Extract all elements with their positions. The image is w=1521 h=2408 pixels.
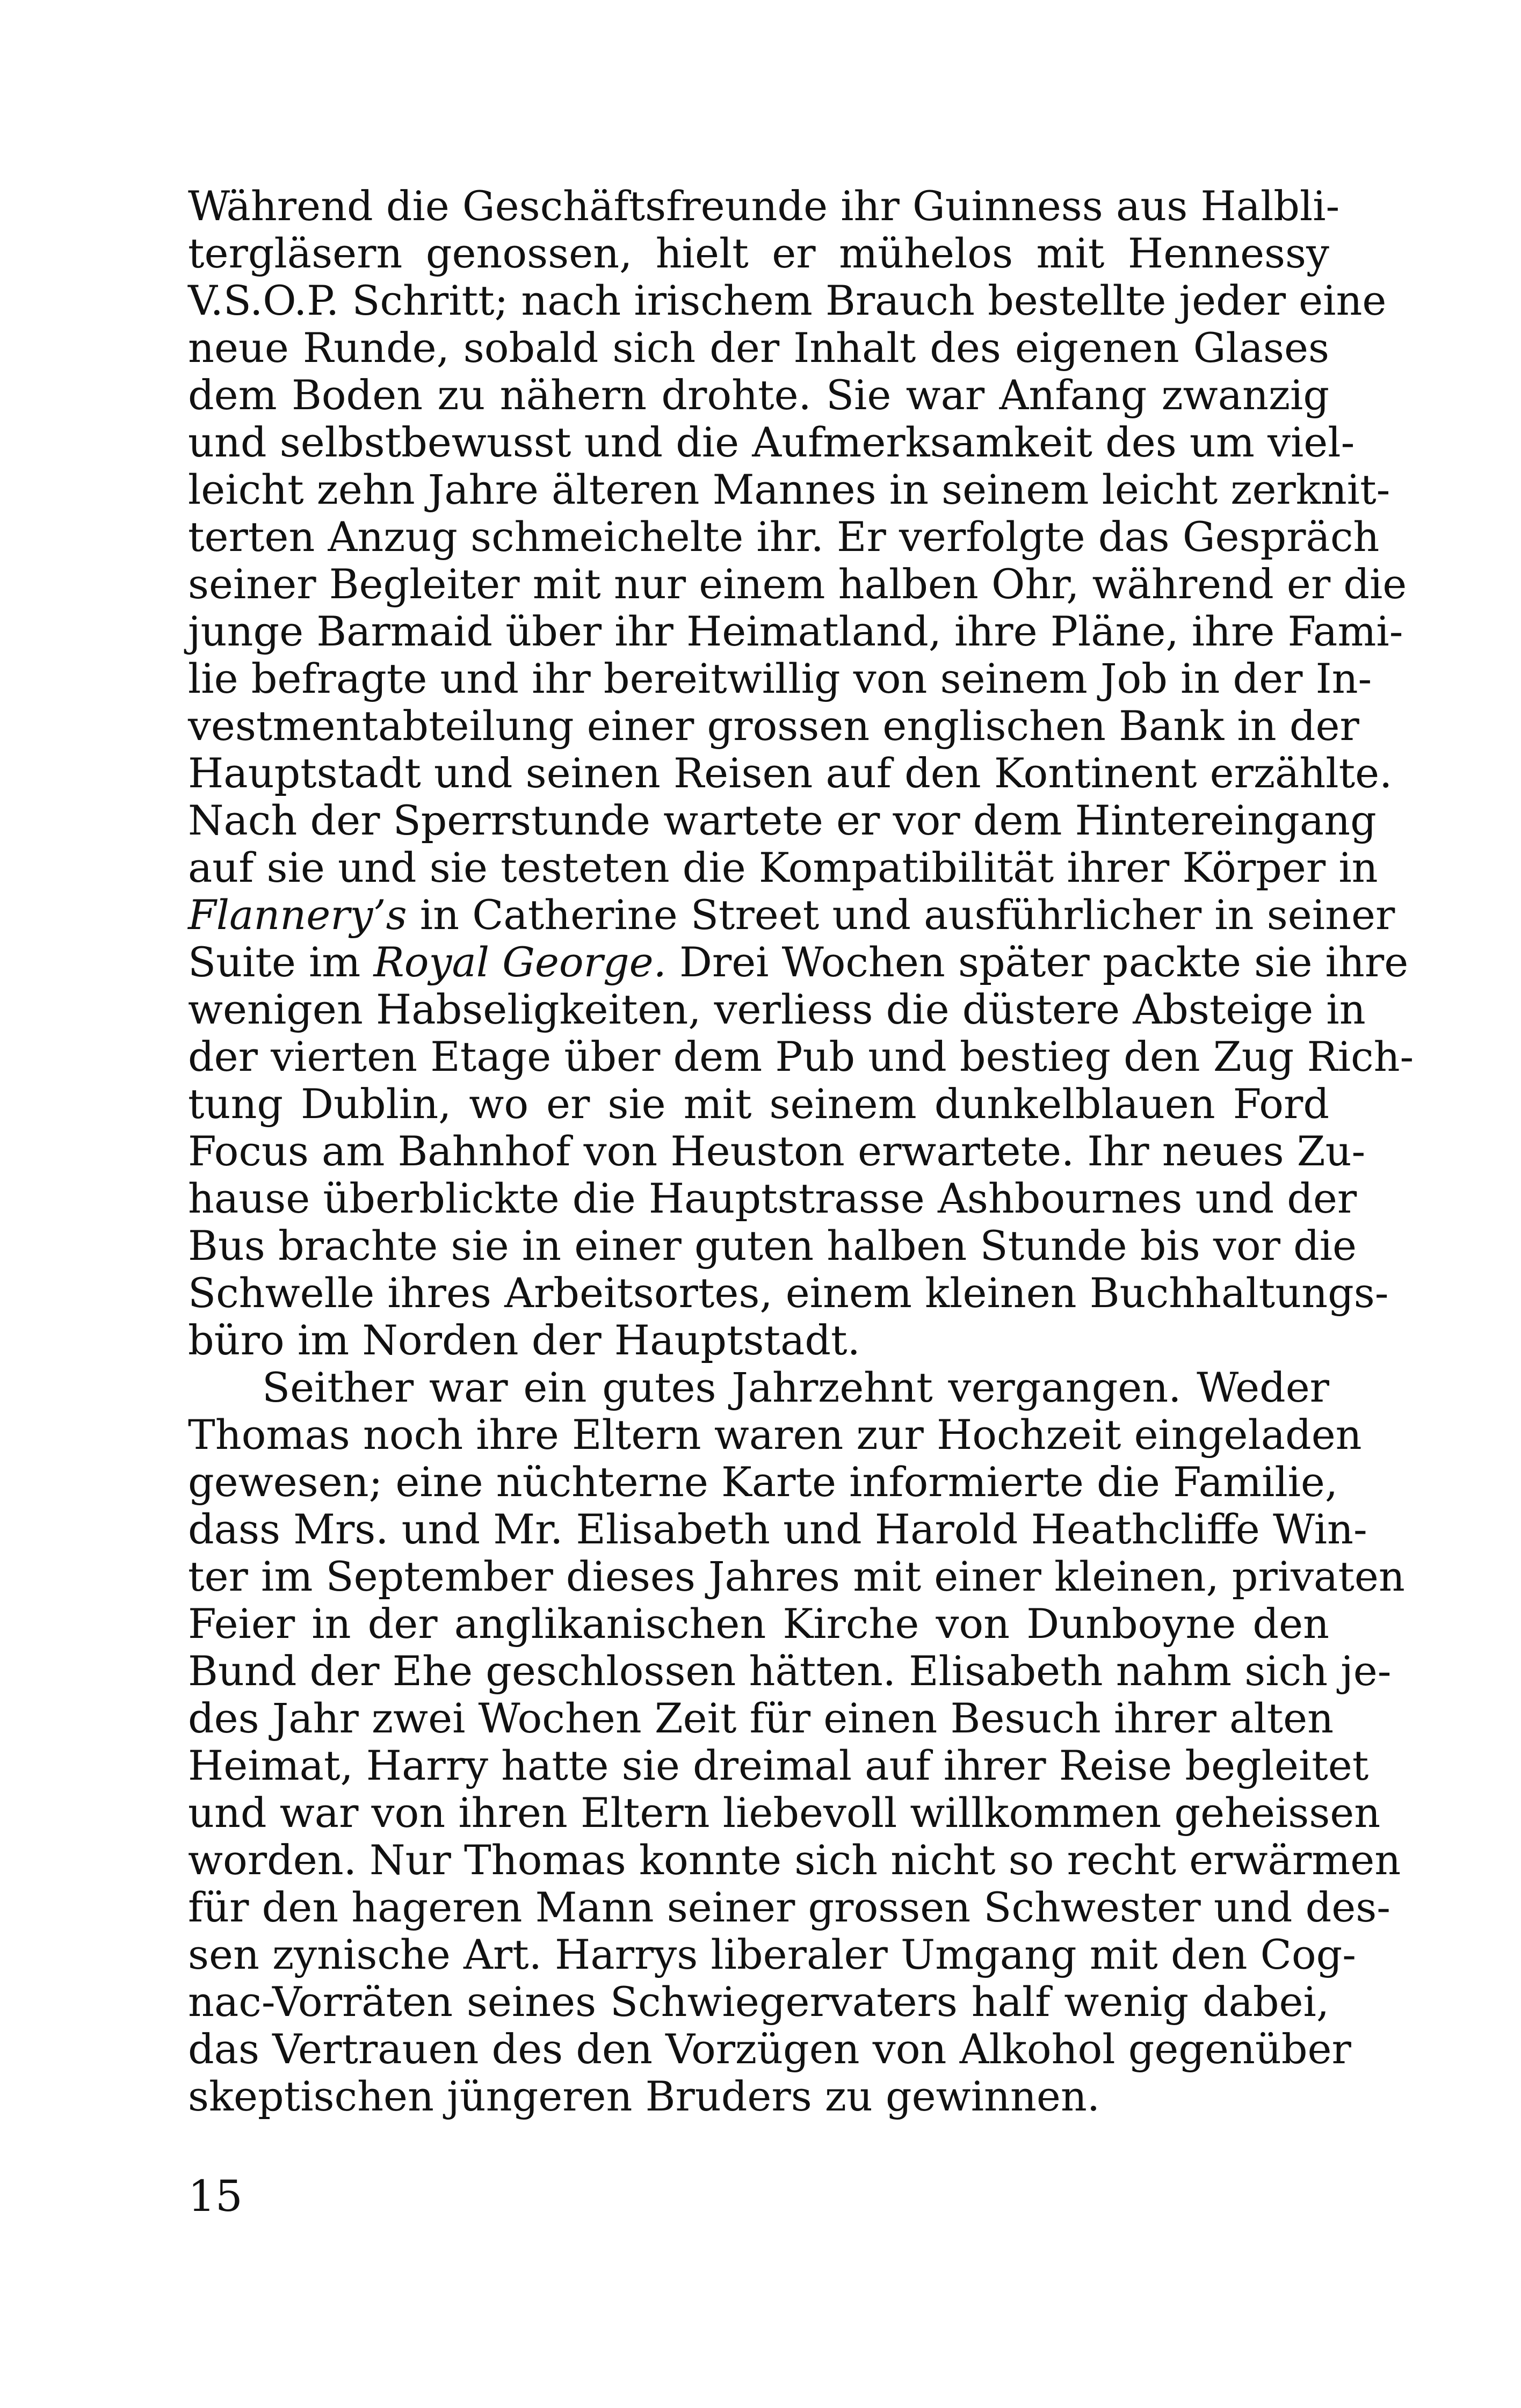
text-line: lie befragte und ihr bereitwillig von seinem Job in der In- <box>188 655 1372 702</box>
text-line: tung Dublin, wo er sie mit seinem dunkelblauen Ford <box>188 1080 1329 1128</box>
text-line: junge Barmaid über ihr Heimatland, ihre Pläne, ihre Fami- <box>188 607 1403 655</box>
text-line: tergläsern genossen, hielt er mühelos mit Hennessy <box>188 229 1329 277</box>
text-line: ter im September dieses Jahres mit einer kleinen, privaten <box>188 1553 1405 1600</box>
text-line: Schwelle ihres Arbeitsortes, einem kleinen Buchhaltungs- <box>188 1269 1389 1317</box>
text-line: neue Runde, sobald sich der Inhalt des eigenen Glases <box>188 324 1329 372</box>
italic-title: Royal George. <box>373 938 667 986</box>
text-line: V.S.O.P. Schritt; nach irischem Brauch bestellte jeder eine <box>188 277 1387 324</box>
paragraph <box>188 182 1414 1364</box>
text-line: dem Boden zu nähern drohte. Sie war Anfang zwanzig <box>188 371 1329 419</box>
text-line: der vierten Etage über dem Pub und bestieg den Zug Rich- <box>188 1033 1414 1080</box>
italic-title: Flannery’s <box>188 891 407 939</box>
text-line: skeptischen jüngeren Bruders zu gewinnen. <box>188 2072 1100 2120</box>
text-line: Thomas noch ihre Eltern waren zur Hochzeit eingeladen <box>188 1411 1362 1459</box>
text-line: und selbstbewusst und die Aufmerksamkeit des um viel- <box>188 418 1355 466</box>
text-line: hause überblickte die Hauptstrasse Ashbournes und der <box>188 1174 1357 1222</box>
text-line: des Jahr zwei Wochen Zeit für einen Besuch ihrer alten <box>188 1694 1334 1742</box>
text-line: terten Anzug schmeichelte ihr. Er verfolgte das Gespräch <box>188 513 1380 561</box>
text-line: sen zynische Art. Harrys liberaler Umgang mit den Cog- <box>188 1931 1356 1978</box>
text-line: auf sie und sie testeten die Kompatibilität ihrer Körper in <box>188 844 1378 891</box>
text-line <box>188 938 1409 986</box>
page-number: 15 <box>188 2171 243 2221</box>
text-line <box>188 891 1395 939</box>
text-line: dass Mrs. und Mr. Elisabeth und Harold Heathcliffe Win- <box>188 1505 1367 1553</box>
text-line: und war von ihren Eltern liebevoll willkommen geheissen <box>188 1789 1381 1837</box>
text-fragment: Drei Wochen später packte sie ihre <box>666 938 1409 986</box>
text-line: nac-Vorräten seines Schwiegervaters half wenig dabei, <box>188 1978 1329 2026</box>
text-line: leicht zehn Jahre älteren Mannes in seinem leicht zerknit- <box>188 466 1390 513</box>
text-line: vestmentabteilung einer grossen englischen Bank in der <box>188 702 1359 750</box>
text-line: Bund der Ehe geschlossen hätten. Elisabeth nahm sich je- <box>188 1647 1392 1695</box>
body-text <box>188 182 1414 2120</box>
text-line: gewesen; eine nüchterne Karte informierte die Familie, <box>188 1458 1338 1506</box>
text-line: Feier in der anglikanischen Kirche von Dunboyne den <box>188 1600 1329 1648</box>
text-line: Seither war ein gutes Jahrzehnt vergangen. Weder <box>262 1363 1329 1411</box>
text-line: das Vertrauen des den Vorzügen von Alkohol gegenüber <box>188 2025 1351 2073</box>
text-line: Bus brachte sie in einer guten halben Stunde bis vor die <box>188 1222 1357 1270</box>
text-line: Focus am Bahnhof von Heuston erwartete. Ihr neues Zu- <box>188 1127 1366 1175</box>
text-line: worden. Nur Thomas konnte sich nicht so recht erwärmen <box>188 1836 1401 1884</box>
text-line: seiner Begleiter mit nur einem halben Ohr, während er die <box>188 560 1407 608</box>
text-line: Heimat, Harry hatte sie dreimal auf ihrer Reise begleitet <box>188 1742 1369 1789</box>
paragraph <box>188 1363 1405 2120</box>
text-line: für den hageren Mann seiner grossen Schwester und des- <box>188 1883 1390 1931</box>
text-line: büro im Norden der Hauptstadt. <box>188 1316 860 1364</box>
text-fragment: in Catherine Street und ausführlicher in seiner <box>407 891 1395 939</box>
text-line: Hauptstadt und seinen Reisen auf den Kontinent erzählte. <box>188 749 1393 797</box>
text-line: Während die Geschäftsfreunde ihr Guinness aus Halbli- <box>188 182 1340 230</box>
text-fragment: Suite im <box>188 938 374 986</box>
text-line: wenigen Habseligkeiten, verliess die düstere Absteige in <box>188 985 1366 1033</box>
text-line: Nach der Sperrstunde wartete er vor dem Hintereingang <box>188 796 1377 844</box>
